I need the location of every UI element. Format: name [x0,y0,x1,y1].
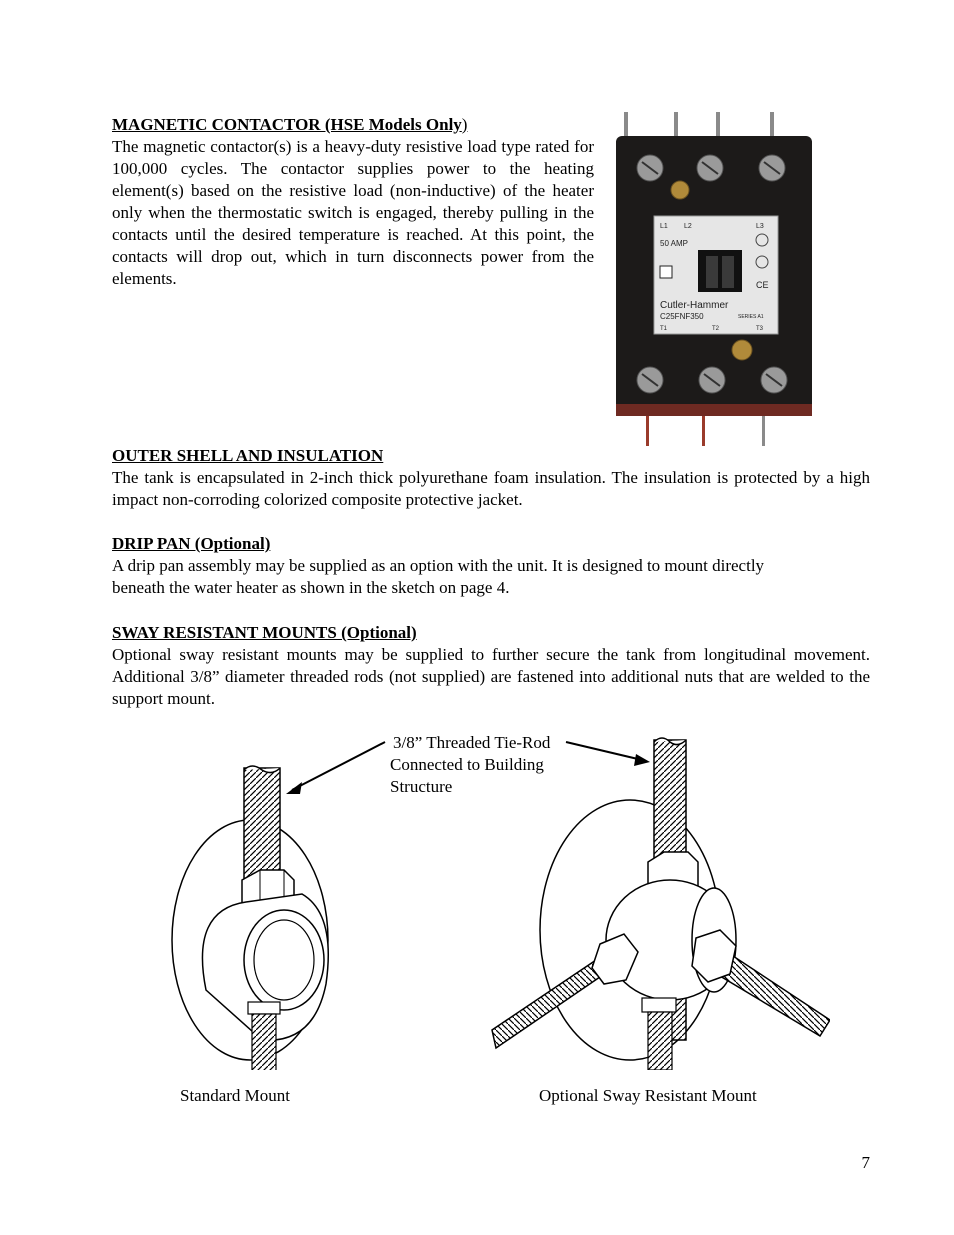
ce-mark-icon: CE [756,280,769,290]
magnetic-contactor-photo [612,110,818,450]
contactor-series: SERIES A1 [738,314,764,320]
terminal-label-t2: T2 [712,326,720,332]
tie-rod-callout-line3: Structure [390,777,453,796]
tie-rod-callout-line2: Connected to Building [390,755,544,774]
terminal-label-l1: L1 [660,223,668,230]
caption-standard-mount: Standard Mount [180,1086,291,1105]
outer-shell-paragraph: The tank is encapsulated in 2-inch thick polyurethane foam insulation. The insulation is protected by a high impact non-corroding colorized composite protective jacket. [112,468,870,509]
terminal-label-t3: T3 [756,326,764,332]
mount-diagram [130,730,830,1070]
caption-sway-resistant-mount: Optional Sway Resistant Mount [539,1086,757,1105]
contactor-amp-rating: 50 AMP [660,239,689,248]
section-heading-drip-pan: DRIP PAN (Optional) [112,534,271,553]
contactor-brand: Cutler-Hammer [660,300,729,311]
magnetic-contactor-paragraph: The magnetic contactor(s) is a heavy-duty resistive load type rated for 100,000 cycles. The contactor supplies power to the heating element(s) based on the resistive load (non-inductive) of the heater only when the thermostatic switch is engaged, thereby pulling in the contacts until the desired temperature is reached. At this point, the contacts will drop out, which in turn disconnects power from the elements. [112,137,594,288]
terminal-label-l2: L2 [684,223,692,230]
tie-rod-callout-line1: 3/8” Threaded Tie-Rod [393,733,551,752]
callout-arrow-left [286,742,385,794]
callout-arrow-right [566,742,650,766]
section-heading-outer-shell: OUTER SHELL AND INSULATION [112,446,384,465]
terminal-label-l3: L3 [756,223,764,230]
standard-mount-drawing [172,766,328,1070]
section-heading-magnetic-contactor: MAGNETIC CONTACTOR (HSE Models Only) [112,115,468,134]
contactor-model: C25FNF350 [660,312,704,321]
page-number: 7 [861,1153,870,1172]
section-heading-sway-resistant-mounts: SWAY RESISTANT MOUNTS (Optional) [112,623,417,642]
sway-resistant-paragraph: Optional sway resistant mounts may be supplied to further secure the tank from longitudinal movement. Additional 3/8” diameter threaded rods (not supplied) are fastened into additional nuts that are welded to the support mount. [112,645,870,708]
terminal-label-t1: T1 [660,326,668,332]
drip-pan-paragraph: A drip pan assembly may be supplied as an option with the unit. It is designed to mount directly beneath the water heater as shown in the sketch on page 4. [112,556,765,597]
sway-resistant-mount-drawing [492,738,830,1070]
